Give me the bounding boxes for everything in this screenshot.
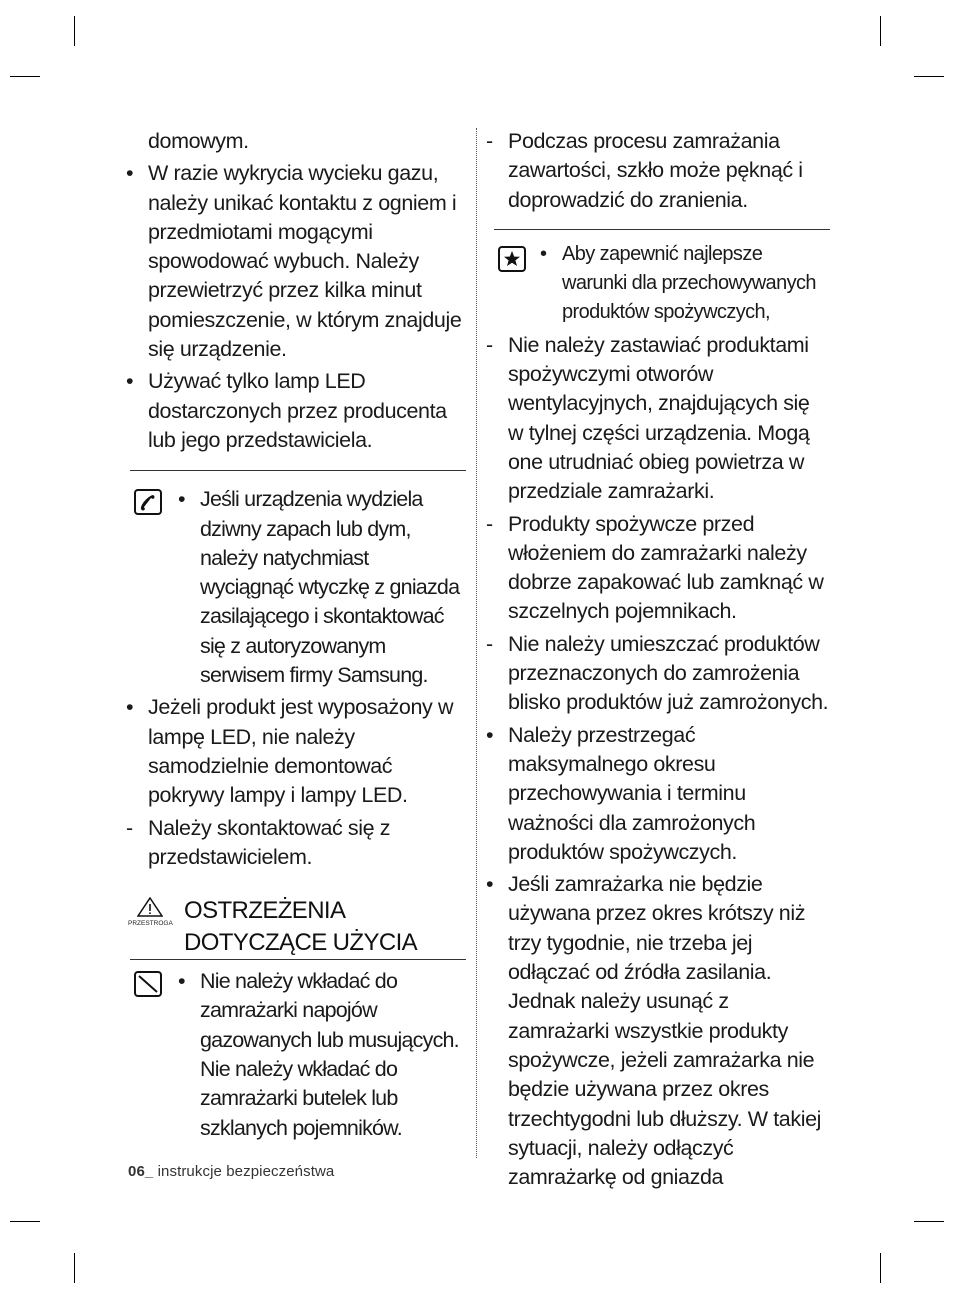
paragraph-text: Nie należy zastawiać produktami spożywczymi otworów wentylacyjnych, znajdujących się w tylnej części urządzenia. Mogą one utrudniać obieg powietrza w przedziale zamrażarki. [508,332,810,504]
list-item [486,127,830,215]
section-divider [130,959,466,960]
paragraph-text: Należy przestrzegać maksymalnego okresu przechowywania i terminu ważności dla zamrożonych produktów spożywczych. [508,722,756,864]
crop-mark [880,16,881,46]
bullet: • [540,242,547,265]
section-divider [494,229,830,230]
paragraph-text: domowym. [148,129,249,153]
section-title: OSTRZEŻENIA DOTYCZĄCE UŻYCIA [184,897,418,957]
crop-mark [74,16,75,46]
phone-icon [134,489,162,515]
left-column [126,127,466,1146]
star-icon [498,246,526,272]
paragraph-text: Należy skontaktować się z przedstawicielem. [148,815,391,869]
crop-mark [10,1221,40,1222]
bullet: • [178,487,185,512]
bullet: • [126,369,134,394]
bullet: • [126,161,134,186]
paragraph-text: Nie należy umieszczać produktów przeznaczonych do zamrożenia blisko produktów już zamrożonych. [508,631,829,715]
list-item [486,630,830,718]
note-item [126,485,466,690]
bullet: • [178,969,185,994]
paragraph-text: Nie należy wkładać do zamrażarki napojów gazowanych lub musujących. Nie należy wkładać do zamrażarki butelek lub szklanych pojemników. [200,969,459,1140]
paragraph-text: Jeżeli produkt jest wyposażony w lampę LED, nie należy samodzielnie demontować pokrywy lampy i lampy LED. [148,695,454,808]
bullet: • [486,722,494,747]
column-divider [476,128,477,1158]
list-item [126,367,466,455]
bullet: • [486,872,494,897]
section-divider [130,470,466,471]
page-footer [128,1163,334,1180]
dash: - [486,129,493,153]
section-heading [126,875,466,959]
crop-mark [74,1253,75,1283]
paragraph-text: Podczas procesu zamrażania zawartości, szkło może pęknąć i doprowadzić do zranienia. [508,129,803,212]
list-item [126,159,466,364]
dash: - [486,332,493,357]
list-item [486,870,830,1192]
bullet: • [126,695,134,720]
crop-mark [914,76,944,77]
page-number: 06_ [128,1163,154,1180]
dash: - [486,511,493,536]
prohibit-icon [134,971,162,997]
note-item [126,967,466,1143]
paragraph-text: Jeśli urządzenia wydziela dziwny zapach lub dym, należy natychmiast wyciągnąć wtyczkę z gniazda zasilającego i skontaktować się z autoryzowanym serwisem firmy Samsung. [200,487,460,688]
crop-mark [880,1253,881,1283]
right-column [486,127,830,1195]
list-item [486,721,830,867]
paragraph-text: Produkty spożywcze przed włożeniem do zamrażarki należy dobrze zapakować lub zamknąć w szczelnych pojemnikach. [508,511,824,624]
list-item [126,127,466,156]
crop-mark [10,76,40,77]
paragraph-text: Aby zapewnić najlepsze warunki dla przechowywanych produktów spożywczych, [562,242,816,324]
list-item [126,814,466,873]
crop-mark [914,1221,944,1222]
paragraph-text: W razie wykrycia wycieku gazu, należy unikać kontaktu z ogniem i przedmiotami mogącymi spowodować wybuch. Należy przewietrzyć przez kilka minut pomieszczenie, w którym znajduje się urządzenie. [148,161,462,362]
note-item [486,240,830,328]
caution-label: PRZESTROGA [128,920,173,928]
paragraph-text: Jeśli zamrażarka nie będzie używana przez okres krótszy niż trzy tygodnie, nie trzeba jej odłączać od źródła zasilania. Jednak należy usunąć z zamrażarki wszystkie produkty spożywcze, jeżeli zamrażarka nie będzie używana przez okres trzechtygodni lub dłuższy. W takiej sytuacji, należy odłączyć zamrażarkę od gniazda [508,872,822,1190]
list-item [126,693,466,810]
dash: - [486,631,493,656]
warning-icon [128,897,172,927]
list-item [486,510,830,627]
section-name: instrukcje bezpieczeństwa [153,1163,335,1180]
dash: - [126,815,133,840]
paragraph-text: Używać tylko lamp LED dostarczonych przez producenta lub jego przedstawiciela. [148,369,447,452]
list-item [486,331,830,507]
